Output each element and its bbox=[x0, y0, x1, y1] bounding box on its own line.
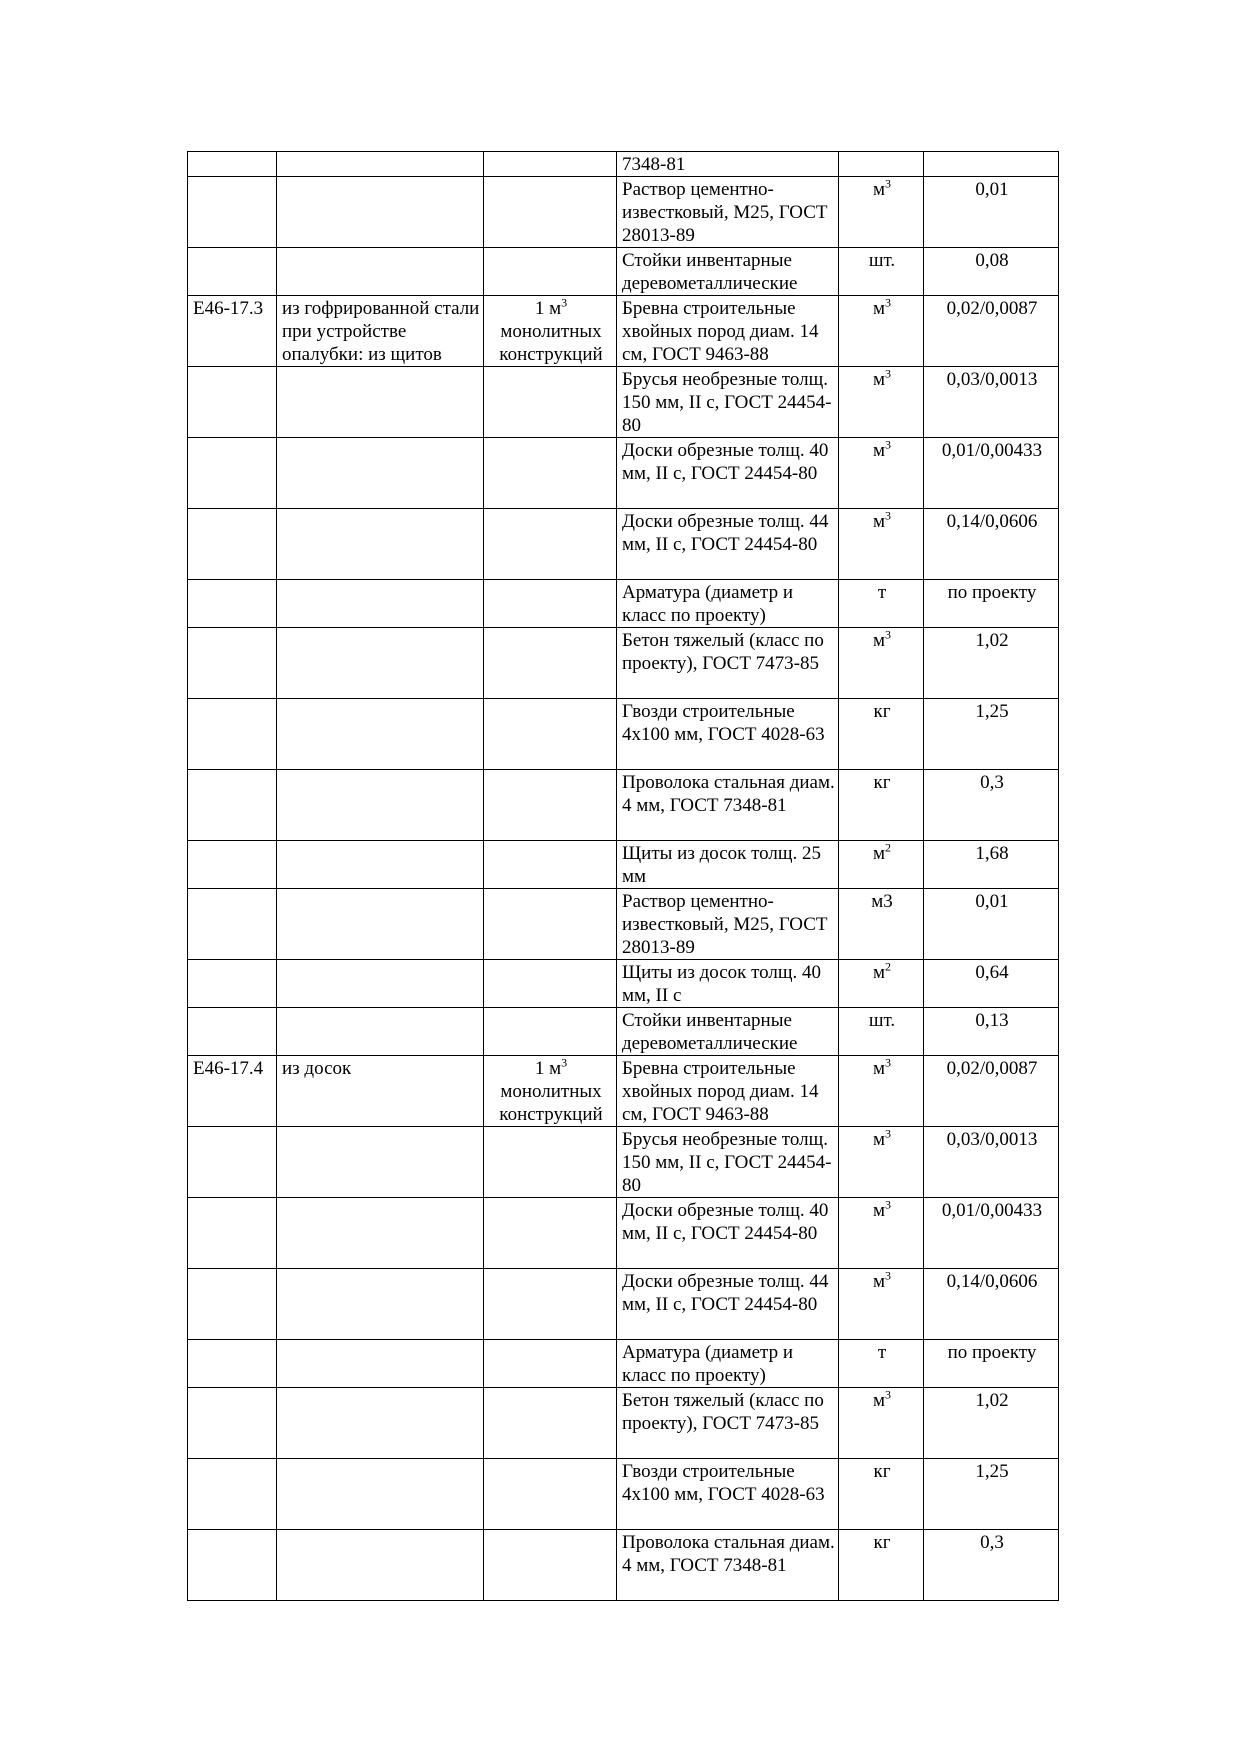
work-description-cell bbox=[277, 960, 484, 1008]
unit-exponent: 2 bbox=[885, 840, 892, 855]
resource-quantity: 0,13 bbox=[975, 1010, 1009, 1031]
measure-value: 1 м bbox=[534, 298, 562, 319]
resource-name: Гвозди строительные 4х100 мм, ГОСТ 4028-63 bbox=[622, 701, 825, 745]
norm-code-cell bbox=[188, 770, 277, 841]
table-row bbox=[188, 509, 1059, 580]
work-description-cell bbox=[277, 1198, 484, 1269]
resource-unit bbox=[872, 1197, 892, 1221]
resource-name-cell bbox=[617, 1530, 839, 1601]
resource-quantity-cell bbox=[924, 1459, 1059, 1530]
table-row bbox=[188, 699, 1059, 770]
norm-code-cell bbox=[188, 699, 277, 770]
measure-unit-cell bbox=[484, 152, 617, 177]
resource-unit-cell bbox=[839, 770, 924, 841]
resource-unit bbox=[873, 701, 890, 722]
measure-quantity bbox=[489, 1057, 613, 1080]
unit-exponent: 3 bbox=[885, 627, 892, 642]
norm-code-cell bbox=[188, 438, 277, 509]
resource-unit-cell bbox=[839, 1269, 924, 1340]
unit-label: м bbox=[872, 511, 886, 532]
measure-exponent: 3 bbox=[561, 1055, 568, 1070]
resource-quantity: 0,02/0,0087 bbox=[946, 298, 1038, 319]
measure-description: монолитных конструкций bbox=[499, 321, 603, 365]
work-description-cell bbox=[277, 367, 484, 438]
unit-exponent: 3 bbox=[885, 437, 892, 452]
norm-code-cell bbox=[188, 1459, 277, 1530]
resource-name: Брусья необрезные толщ. 150 мм, II с, ГОСТ 24454-80 bbox=[622, 369, 832, 436]
resource-unit-cell bbox=[839, 628, 924, 699]
resource-name: Арматура (диаметр и класс по проекту) bbox=[622, 582, 794, 626]
measure-unit-cell bbox=[484, 841, 617, 889]
measure-unit-cell bbox=[484, 1530, 617, 1601]
table-row bbox=[188, 296, 1059, 367]
resource-unit-cell bbox=[839, 1340, 924, 1388]
norm-code-cell bbox=[188, 296, 277, 367]
measure-unit-cell bbox=[484, 1269, 617, 1340]
measure-unit-cell bbox=[484, 580, 617, 628]
norm-code-cell bbox=[188, 889, 277, 960]
resource-quantity-cell bbox=[924, 367, 1059, 438]
resource-unit bbox=[872, 627, 892, 651]
resource-unit bbox=[872, 437, 892, 461]
resource-unit-cell bbox=[839, 1198, 924, 1269]
resource-name: Щиты из досок толщ. 25 мм bbox=[622, 843, 822, 887]
resource-unit bbox=[872, 840, 892, 864]
unit-exponent: 3 bbox=[885, 1268, 892, 1283]
resource-quantity-cell bbox=[924, 1340, 1059, 1388]
resource-quantity: 0,14/0,0606 bbox=[946, 511, 1038, 532]
table-body bbox=[188, 152, 1059, 1601]
resource-quantity: 0,01/0,00433 bbox=[941, 440, 1043, 461]
work-description-cell bbox=[277, 1340, 484, 1388]
unit-label: м bbox=[872, 1390, 886, 1411]
work-description-cell bbox=[277, 699, 484, 770]
resource-name-cell bbox=[617, 1269, 839, 1340]
resource-name-cell bbox=[617, 841, 839, 889]
resource-name-cell bbox=[617, 960, 839, 1008]
resource-quantity: 0,14/0,0606 bbox=[946, 1271, 1038, 1292]
work-description: из гофрированной стали при устройстве опалубки: из щитов bbox=[282, 298, 480, 365]
table-row bbox=[188, 1127, 1059, 1198]
unit-label: кг bbox=[873, 1532, 891, 1553]
resource-unit-cell bbox=[839, 509, 924, 580]
resource-name-cell bbox=[617, 1008, 839, 1056]
unit-exponent: 2 bbox=[885, 959, 892, 974]
resource-name-cell bbox=[617, 1340, 839, 1388]
resource-unit-cell bbox=[839, 1127, 924, 1198]
measure-unit-cell bbox=[484, 1459, 617, 1530]
table-row bbox=[188, 1269, 1059, 1340]
resource-name: Проволока стальная диам. 4 мм, ГОСТ 7348-81 bbox=[622, 772, 835, 816]
resource-unit bbox=[872, 1387, 892, 1411]
resource-quantity: 0,03/0,0013 bbox=[946, 1129, 1038, 1150]
resource-unit bbox=[873, 1461, 890, 1482]
table-row bbox=[188, 1340, 1059, 1388]
resource-quantity-cell bbox=[924, 438, 1059, 509]
resource-unit bbox=[872, 1055, 892, 1079]
resource-name: Стойки инвентарные деревометаллические bbox=[622, 1010, 798, 1054]
table-row bbox=[188, 1459, 1059, 1530]
norm-code: Е46-17.3 bbox=[193, 298, 264, 319]
work-description-cell bbox=[277, 1008, 484, 1056]
measure-unit-cell bbox=[484, 960, 617, 1008]
resource-unit-cell bbox=[839, 177, 924, 248]
resource-quantity-cell bbox=[924, 509, 1059, 580]
resource-name: Щиты из досок толщ. 40 мм, II с bbox=[622, 962, 822, 1006]
resource-name-cell bbox=[617, 699, 839, 770]
table-row bbox=[188, 1530, 1059, 1601]
resource-quantity-cell bbox=[924, 699, 1059, 770]
resource-unit bbox=[872, 366, 892, 390]
resource-quantity: по проекту bbox=[947, 1342, 1037, 1363]
norm-code-cell bbox=[188, 1530, 277, 1601]
resource-name-cell bbox=[617, 1056, 839, 1127]
measure-unit-cell bbox=[484, 438, 617, 509]
work-description-cell bbox=[277, 509, 484, 580]
resource-quantity-cell bbox=[924, 628, 1059, 699]
resource-name: 7348-81 bbox=[622, 154, 686, 175]
table-row bbox=[188, 628, 1059, 699]
resource-name-cell bbox=[617, 1388, 839, 1459]
resource-quantity-cell bbox=[924, 1056, 1059, 1127]
resource-quantity: 1,25 bbox=[975, 1461, 1009, 1482]
table-row bbox=[188, 438, 1059, 509]
norm-code-cell bbox=[188, 367, 277, 438]
resource-name-cell bbox=[617, 889, 839, 960]
unit-label: м bbox=[872, 1200, 886, 1221]
resource-unit-cell bbox=[839, 1530, 924, 1601]
resource-unit bbox=[869, 250, 895, 271]
resource-unit bbox=[872, 295, 892, 319]
table-row bbox=[188, 889, 1059, 960]
work-description-cell bbox=[277, 248, 484, 296]
work-description-cell bbox=[277, 1269, 484, 1340]
resource-name: Раствор цементно-известковый, М25, ГОСТ 28013-89 bbox=[622, 179, 828, 246]
work-description-cell bbox=[277, 841, 484, 889]
resource-unit-cell bbox=[839, 1459, 924, 1530]
unit-label: шт. bbox=[868, 250, 896, 271]
norm-code-cell bbox=[188, 841, 277, 889]
resource-quantity-cell bbox=[924, 960, 1059, 1008]
measure-unit-cell bbox=[484, 889, 617, 960]
resource-unit bbox=[872, 959, 892, 983]
resource-quantity: 0,03/0,0013 bbox=[946, 369, 1038, 390]
resource-unit bbox=[869, 1010, 895, 1031]
unit-label: м bbox=[872, 440, 886, 461]
resource-quantity-cell bbox=[924, 1008, 1059, 1056]
resource-name: Бетон тяжелый (класс по проекту), ГОСТ 7473-85 bbox=[622, 630, 824, 674]
unit-exponent: 3 bbox=[885, 508, 892, 523]
resource-name-cell bbox=[617, 438, 839, 509]
measure-unit-cell bbox=[484, 296, 617, 367]
norm-code-cell bbox=[188, 1269, 277, 1340]
resource-unit bbox=[878, 1342, 886, 1363]
resource-unit bbox=[873, 772, 890, 793]
work-description-cell bbox=[277, 889, 484, 960]
resource-name-cell bbox=[617, 177, 839, 248]
resource-name-cell bbox=[617, 1127, 839, 1198]
resource-unit-cell bbox=[839, 960, 924, 1008]
norm-code-cell bbox=[188, 248, 277, 296]
measure-unit-cell bbox=[484, 367, 617, 438]
measure-unit-cell bbox=[484, 1388, 617, 1459]
measure-unit-cell bbox=[484, 770, 617, 841]
resource-quantity: 0,3 bbox=[980, 1532, 1004, 1553]
measure-unit-cell bbox=[484, 1127, 617, 1198]
resource-unit bbox=[871, 891, 893, 912]
resource-quantity: 1,25 bbox=[975, 701, 1009, 722]
norm-code-cell bbox=[188, 1340, 277, 1388]
resource-quantity: по проекту bbox=[947, 582, 1037, 603]
measure-unit-cell bbox=[484, 628, 617, 699]
work-description-cell bbox=[277, 1530, 484, 1601]
resource-name: Бетон тяжелый (класс по проекту), ГОСТ 7473-85 bbox=[622, 1390, 824, 1434]
resource-unit bbox=[873, 1532, 890, 1553]
resource-quantity-cell bbox=[924, 770, 1059, 841]
measure-unit-cell bbox=[484, 1008, 617, 1056]
work-description-cell bbox=[277, 580, 484, 628]
measure-exponent: 3 bbox=[561, 295, 568, 310]
resource-unit-cell bbox=[839, 1388, 924, 1459]
resource-quantity-cell bbox=[924, 296, 1059, 367]
table-row bbox=[188, 1388, 1059, 1459]
norm-code-cell bbox=[188, 1008, 277, 1056]
work-description: из досок bbox=[282, 1058, 352, 1079]
norm-code: Е46-17.4 bbox=[193, 1058, 264, 1079]
measure-unit-cell bbox=[484, 1340, 617, 1388]
resource-quantity-cell bbox=[924, 841, 1059, 889]
work-description-cell bbox=[277, 770, 484, 841]
work-description-cell bbox=[277, 1056, 484, 1127]
resource-name: Арматура (диаметр и класс по проекту) bbox=[622, 1342, 794, 1386]
resource-quantity-cell bbox=[924, 580, 1059, 628]
resource-unit bbox=[872, 508, 892, 532]
measure-value: 1 м bbox=[534, 1058, 562, 1079]
table-row bbox=[188, 1198, 1059, 1269]
resource-quantity-cell bbox=[924, 1269, 1059, 1340]
unit-label: м bbox=[872, 179, 886, 200]
norm-code-cell bbox=[188, 628, 277, 699]
resource-name: Доски обрезные толщ. 44 мм, II с, ГОСТ 24454-80 bbox=[622, 1271, 829, 1315]
unit-label: т bbox=[877, 1342, 887, 1363]
unit-exponent: 3 bbox=[885, 295, 892, 310]
resource-quantity-cell bbox=[924, 1127, 1059, 1198]
unit-label: т bbox=[877, 582, 887, 603]
unit-label: м bbox=[872, 1271, 886, 1292]
resource-name: Доски обрезные толщ. 44 мм, II с, ГОСТ 24454-80 bbox=[622, 511, 829, 555]
resource-unit bbox=[878, 582, 886, 603]
resource-name: Проволока стальная диам. 4 мм, ГОСТ 7348-81 bbox=[622, 1532, 835, 1576]
table-row bbox=[188, 152, 1059, 177]
resource-unit-cell bbox=[839, 438, 924, 509]
measure-unit-cell bbox=[484, 509, 617, 580]
resource-name-cell bbox=[617, 152, 839, 177]
table-row bbox=[188, 770, 1059, 841]
unit-label: кг bbox=[873, 1461, 891, 1482]
resource-quantity: 0,02/0,0087 bbox=[946, 1058, 1038, 1079]
norm-code-cell bbox=[188, 1388, 277, 1459]
resource-name: Гвозди строительные 4х100 мм, ГОСТ 4028-63 bbox=[622, 1461, 825, 1505]
table-row bbox=[188, 1056, 1059, 1127]
unit-label: м bbox=[872, 369, 886, 390]
resource-unit-cell bbox=[839, 580, 924, 628]
resource-quantity: 1,02 bbox=[975, 630, 1009, 651]
unit-exponent: 3 bbox=[885, 1197, 892, 1212]
unit-label: кг bbox=[873, 772, 891, 793]
norm-code-cell bbox=[188, 152, 277, 177]
work-description-cell bbox=[277, 628, 484, 699]
resource-unit-cell bbox=[839, 1008, 924, 1056]
resource-name: Доски обрезные толщ. 40 мм, II с, ГОСТ 24454-80 bbox=[622, 440, 829, 484]
resource-name: Раствор цементно-известковый, М25, ГОСТ 28013-89 bbox=[622, 891, 828, 958]
unit-exponent: 3 bbox=[885, 1055, 892, 1070]
resource-name-cell bbox=[617, 628, 839, 699]
unit-label: м bbox=[872, 298, 886, 319]
resource-name-cell bbox=[617, 367, 839, 438]
unit-label: кг bbox=[873, 701, 891, 722]
table-row bbox=[188, 960, 1059, 1008]
resource-quantity-cell bbox=[924, 1530, 1059, 1601]
resource-unit-cell bbox=[839, 248, 924, 296]
resource-name-cell bbox=[617, 248, 839, 296]
resource-name-cell bbox=[617, 770, 839, 841]
measure-unit-cell bbox=[484, 1198, 617, 1269]
measure-unit-cell bbox=[484, 699, 617, 770]
resource-quantity: 0,01 bbox=[975, 891, 1009, 912]
norm-code-cell bbox=[188, 960, 277, 1008]
norm-code-cell bbox=[188, 580, 277, 628]
resource-quantity: 1,02 bbox=[975, 1390, 1009, 1411]
measure-quantity bbox=[489, 297, 613, 320]
resource-quantity-cell bbox=[924, 248, 1059, 296]
resource-quantity: 0,01 bbox=[975, 179, 1009, 200]
resource-unit bbox=[872, 176, 892, 200]
resource-quantity: 0,64 bbox=[975, 962, 1009, 983]
resource-name-cell bbox=[617, 509, 839, 580]
norm-code-cell bbox=[188, 1198, 277, 1269]
work-description-cell bbox=[277, 152, 484, 177]
unit-exponent: 3 bbox=[885, 366, 892, 381]
resource-name: Стойки инвентарные деревометаллические bbox=[622, 250, 798, 294]
resource-quantity-cell bbox=[924, 1388, 1059, 1459]
resource-name-cell bbox=[617, 1198, 839, 1269]
unit-exponent: 3 bbox=[885, 1387, 892, 1402]
resource-quantity: 0,3 bbox=[980, 772, 1004, 793]
work-description-cell bbox=[277, 1127, 484, 1198]
resource-unit-cell bbox=[839, 699, 924, 770]
resource-name: Брусья необрезные толщ. 150 мм, II с, ГОСТ 24454-80 bbox=[622, 1129, 832, 1196]
work-description-cell bbox=[277, 177, 484, 248]
resource-quantity-cell bbox=[924, 1198, 1059, 1269]
unit-exponent: 3 bbox=[885, 176, 892, 191]
resource-quantity-cell bbox=[924, 177, 1059, 248]
resource-unit-cell bbox=[839, 1056, 924, 1127]
resource-norms-table bbox=[187, 151, 1059, 1601]
resource-unit bbox=[872, 1126, 892, 1150]
measure-unit-cell bbox=[484, 177, 617, 248]
unit-label: м bbox=[872, 630, 886, 651]
measure-description: монолитных конструкций bbox=[499, 1081, 603, 1125]
resource-quantity: 0,08 bbox=[975, 250, 1009, 271]
work-description-cell bbox=[277, 296, 484, 367]
resource-name-cell bbox=[617, 1459, 839, 1530]
norm-code-cell bbox=[188, 1127, 277, 1198]
resource-quantity-cell bbox=[924, 152, 1059, 177]
resource-name-cell bbox=[617, 296, 839, 367]
norm-code-cell bbox=[188, 509, 277, 580]
resource-unit-cell bbox=[839, 367, 924, 438]
work-description-cell bbox=[277, 438, 484, 509]
resource-quantity: 1,68 bbox=[975, 843, 1009, 864]
table-row bbox=[188, 177, 1059, 248]
measure-unit-cell bbox=[484, 248, 617, 296]
resource-unit-cell bbox=[839, 841, 924, 889]
work-description-cell bbox=[277, 1459, 484, 1530]
resource-unit bbox=[872, 1268, 892, 1292]
table-row bbox=[188, 841, 1059, 889]
unit-label: м bbox=[872, 843, 886, 864]
unit-label: шт. bbox=[868, 1010, 896, 1031]
resource-unit-cell bbox=[839, 152, 924, 177]
resource-name: Бревна строительные хвойных пород диам. 14 см, ГОСТ 9463-88 bbox=[622, 1058, 819, 1125]
table-row bbox=[188, 248, 1059, 296]
unit-label: м bbox=[872, 962, 886, 983]
resource-unit-cell bbox=[839, 296, 924, 367]
unit-label: м3 bbox=[871, 891, 893, 912]
table-row bbox=[188, 580, 1059, 628]
table-row bbox=[188, 367, 1059, 438]
norm-code-cell bbox=[188, 1056, 277, 1127]
norm-code-cell bbox=[188, 177, 277, 248]
resource-name-cell bbox=[617, 580, 839, 628]
resource-name: Бревна строительные хвойных пород диам. 14 см, ГОСТ 9463-88 bbox=[622, 298, 819, 365]
unit-label: м bbox=[872, 1058, 886, 1079]
unit-label: м bbox=[872, 1129, 886, 1150]
resource-quantity: 0,01/0,00433 bbox=[941, 1200, 1043, 1221]
measure-unit-cell bbox=[484, 1056, 617, 1127]
unit-exponent: 3 bbox=[885, 1126, 892, 1141]
resource-unit-cell bbox=[839, 889, 924, 960]
resource-quantity-cell bbox=[924, 889, 1059, 960]
work-description-cell bbox=[277, 1388, 484, 1459]
resource-name: Доски обрезные толщ. 40 мм, II с, ГОСТ 24454-80 bbox=[622, 1200, 829, 1244]
table-row bbox=[188, 1008, 1059, 1056]
